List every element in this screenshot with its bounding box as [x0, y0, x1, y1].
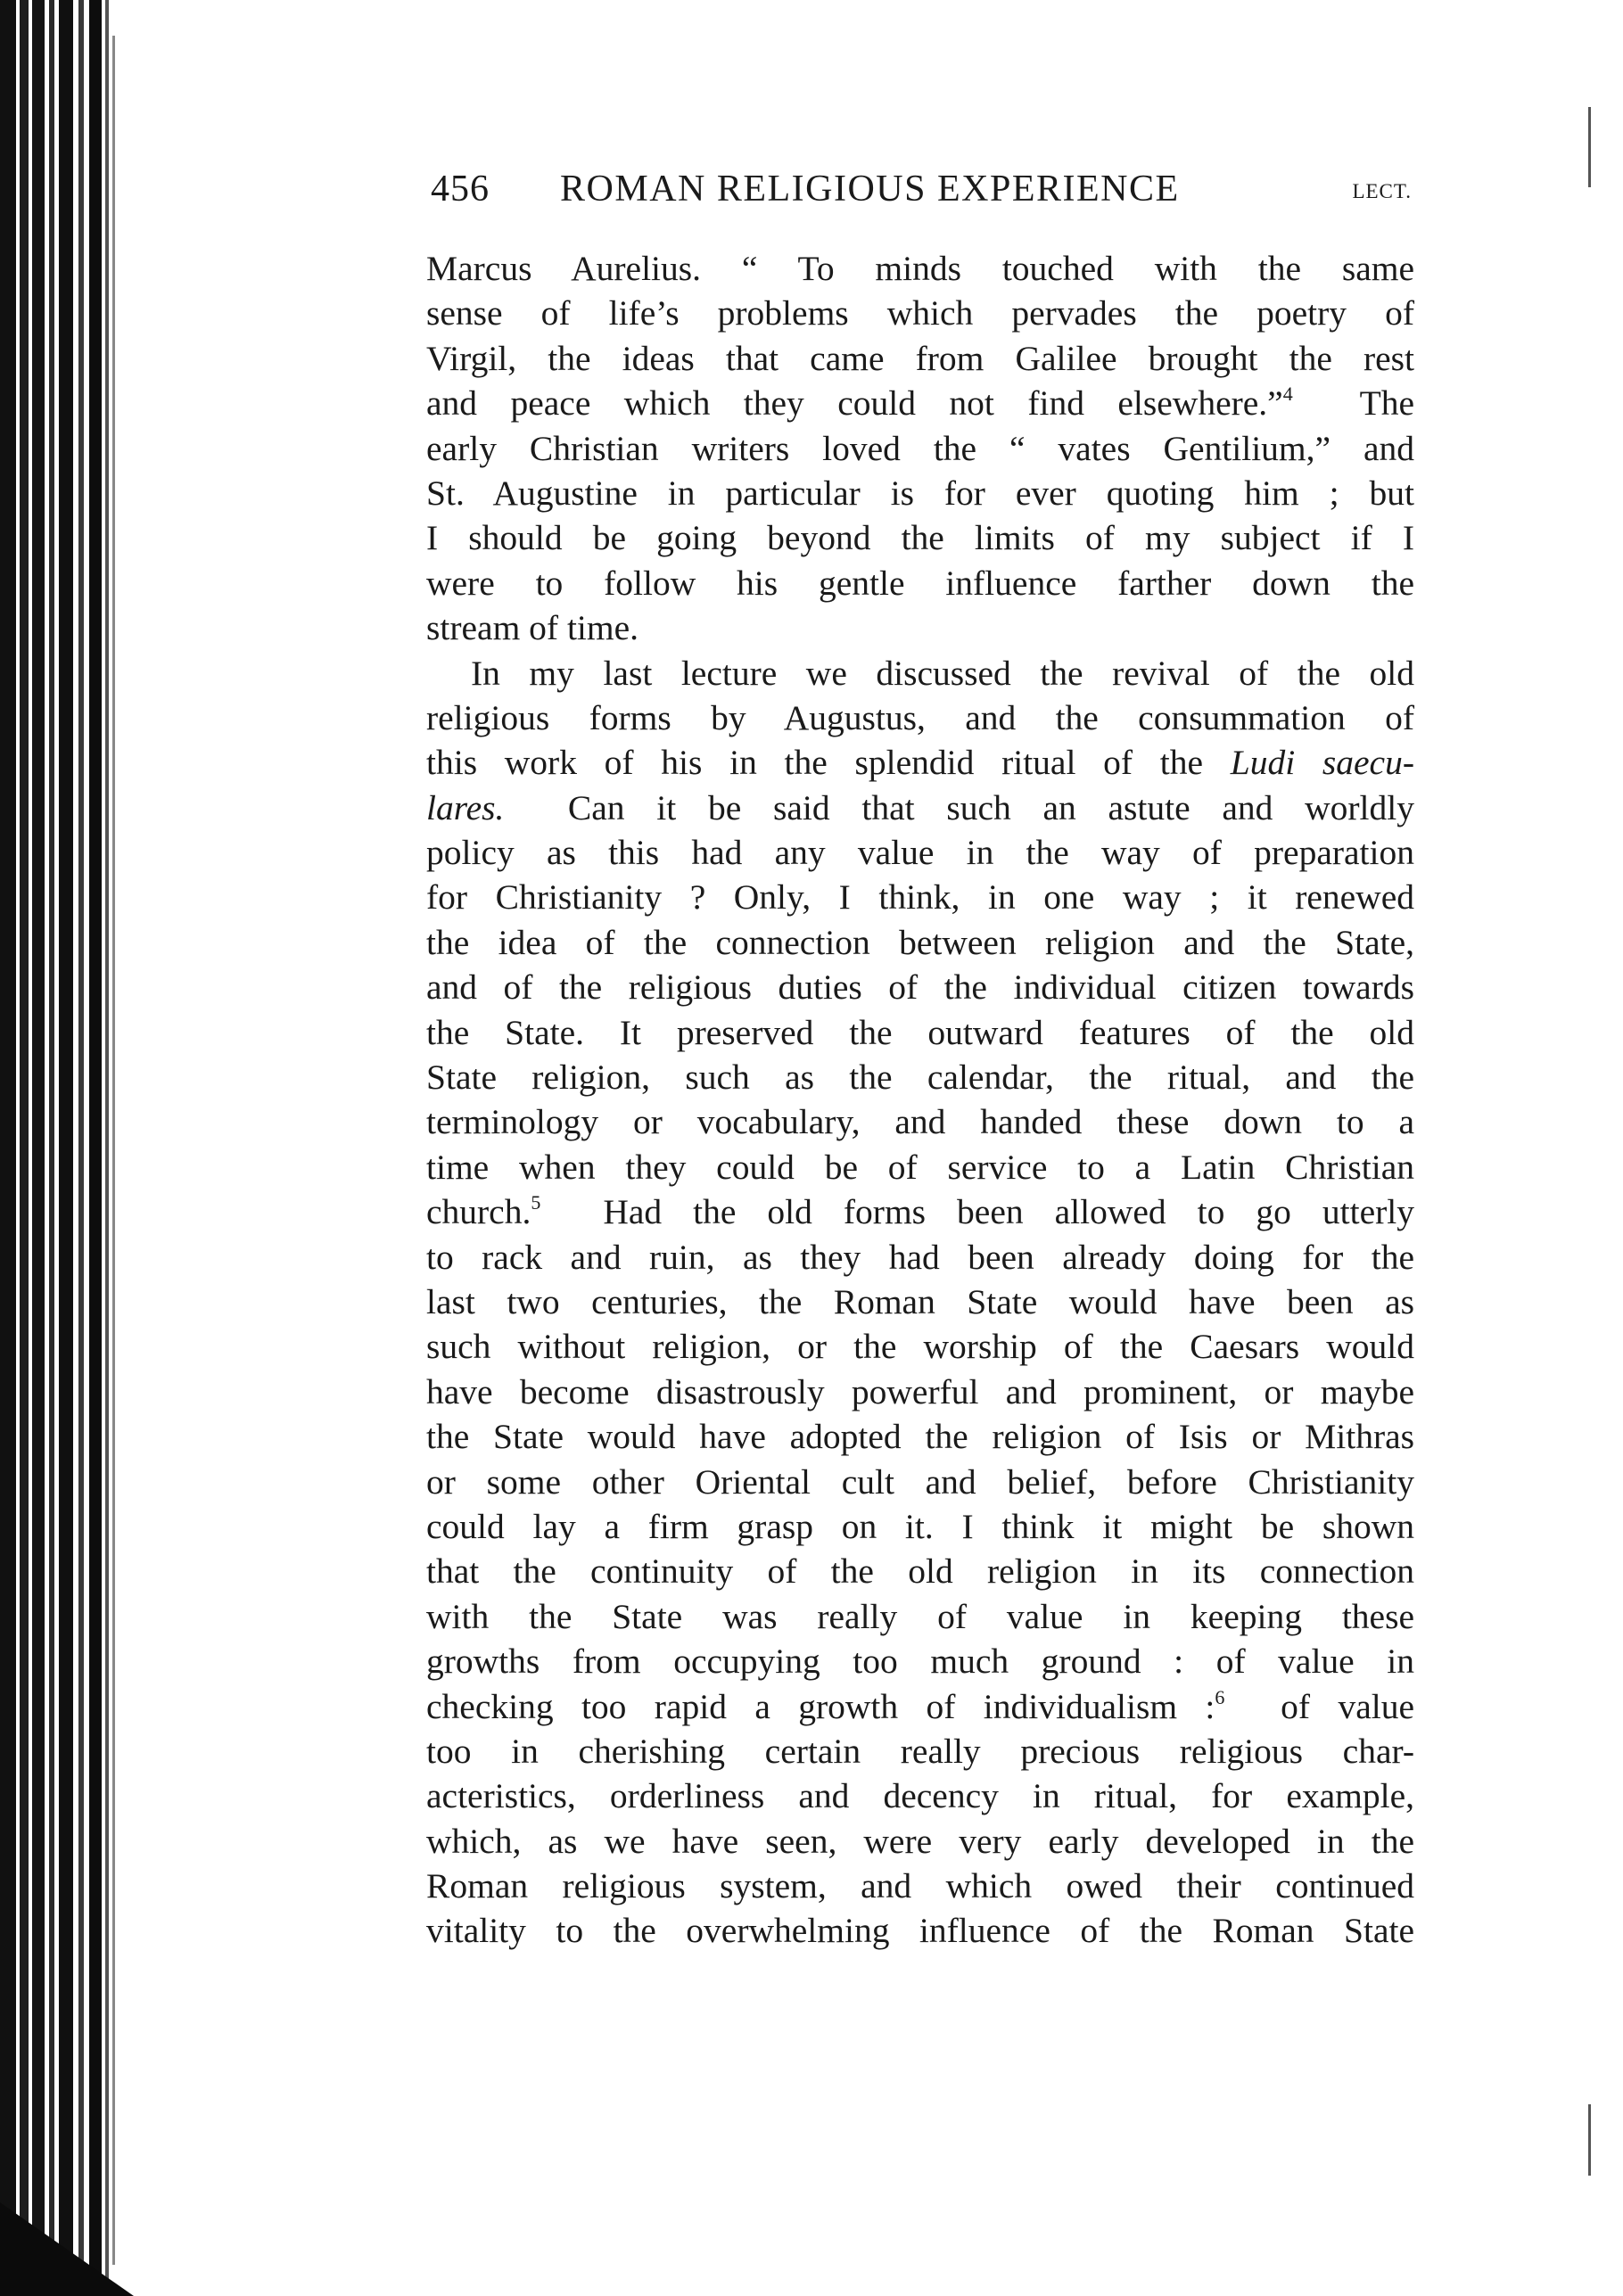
footnote-ref-5: 5 — [531, 1191, 541, 1214]
text-line: with the State was really of value in keeping these — [426, 1596, 1414, 1636]
text-line: the State would have adopted the religion of Isis or Mithras — [426, 1417, 1414, 1457]
text-line: and of the religious duties of the individual citizen towards — [426, 967, 1414, 1008]
text-line: that the continuity of the old religion in its connection — [426, 1551, 1414, 1592]
line-text: Had the old forms been allowed to go utterly — [603, 1192, 1414, 1232]
body-text — [426, 246, 1414, 1954]
line-text: of value — [1281, 1686, 1414, 1726]
text-line: St. Augustine in particular is for ever quoting him ; but — [426, 473, 1414, 513]
text-line — [426, 381, 1414, 425]
running-title: ROMAN RELIGIOUS EXPERIENCE — [560, 169, 1180, 210]
text-line: the idea of the connection between religion and the State, — [426, 922, 1414, 962]
text-line: early Christian writers loved the “ vates Gentilium,” and — [426, 428, 1414, 468]
text-line: such without religion, or the worship of the Caesars would — [426, 1327, 1414, 1367]
text-line: State religion, such as the calendar, the ritual, and the — [426, 1057, 1414, 1098]
page-number: 456 — [431, 169, 490, 210]
text-line: Virgil, the ideas that came from Galilee brought the rest — [426, 338, 1414, 378]
line-text: Can it be said that such an astute and worldly — [567, 787, 1415, 827]
text-line: have become disastrously powerful and prominent, or maybe — [426, 1371, 1414, 1411]
text-line: vitality to the overwhelming influence of the Roman State — [426, 1911, 1414, 1951]
footnote-ref-6: 6 — [1215, 1685, 1225, 1708]
text-line: the State. It preserved the outward features of the old — [426, 1012, 1414, 1052]
paragraph-1 — [426, 246, 1414, 651]
italic-title: lares. — [426, 787, 505, 827]
text-line: or some other Oriental cult and belief, before Christianity — [426, 1461, 1414, 1502]
text-line: too in cherishing certain really precious religious char- — [426, 1731, 1414, 1771]
text-line: time when they could be of service to a Latin Christian — [426, 1147, 1414, 1187]
edge-mark-bottom — [1588, 2104, 1591, 2176]
text-line — [426, 1684, 1414, 1729]
text-line: could lay a firm grasp on it. I think it might be shown — [426, 1506, 1414, 1546]
text-line: Roman religious system, and which owed their continued — [426, 1866, 1414, 1906]
line-text: church. — [426, 1192, 531, 1232]
text-line: stream of time. — [426, 608, 639, 648]
text-line: In my last lecture we discussed the revival of the old — [471, 653, 1414, 693]
text-line: acteristics, orderliness and decency in ritual, for example, — [426, 1776, 1414, 1816]
italic-title: Ludi saecu- — [1230, 743, 1414, 783]
text-line — [426, 740, 1414, 785]
text-line: were to follow his gentle influence farther down the — [426, 563, 1414, 603]
paragraph-2 — [426, 651, 1414, 1954]
section-label: LECT. — [1352, 180, 1412, 202]
text-line: policy as this had any value in the way of preparation — [426, 833, 1414, 873]
line-text: and peace which they could not find elsewhere.” — [426, 383, 1283, 424]
text-line: to rack and ruin, as they had been already doing for the — [426, 1237, 1414, 1277]
text-line: I should be going beyond the limits of my subject if I — [426, 518, 1414, 558]
text-line: terminology or vocabulary, and handed these down to a — [426, 1102, 1414, 1142]
line-text: The — [1359, 383, 1415, 424]
text-line — [426, 786, 1414, 830]
text-line: religious forms by Augustus, and the consummation of — [426, 697, 1414, 737]
text-line: growths from occupying too much ground : of value in — [426, 1642, 1414, 1682]
text-line — [426, 1189, 1414, 1234]
text-line: which, as we have seen, were very early developed in the — [426, 1821, 1414, 1861]
line-text: checking too rapid a growth of individualism : — [426, 1686, 1215, 1726]
text-line: last two centuries, the Roman State would have been as — [426, 1281, 1414, 1321]
binding-edge — [0, 0, 143, 2296]
footnote-ref-4: 4 — [1282, 383, 1293, 406]
running-head — [431, 168, 1412, 221]
text-line: Marcus Aurelius. “ To minds touched with the same — [426, 249, 1414, 288]
line-text: this work of his in the splendid ritual of the — [426, 743, 1204, 783]
edge-mark-top — [1588, 107, 1591, 187]
text-line: for Christianity ? Only, I think, in one way ; it renewed — [426, 877, 1414, 918]
text-line: sense of life’s problems which pervades the poetry of — [426, 293, 1414, 333]
